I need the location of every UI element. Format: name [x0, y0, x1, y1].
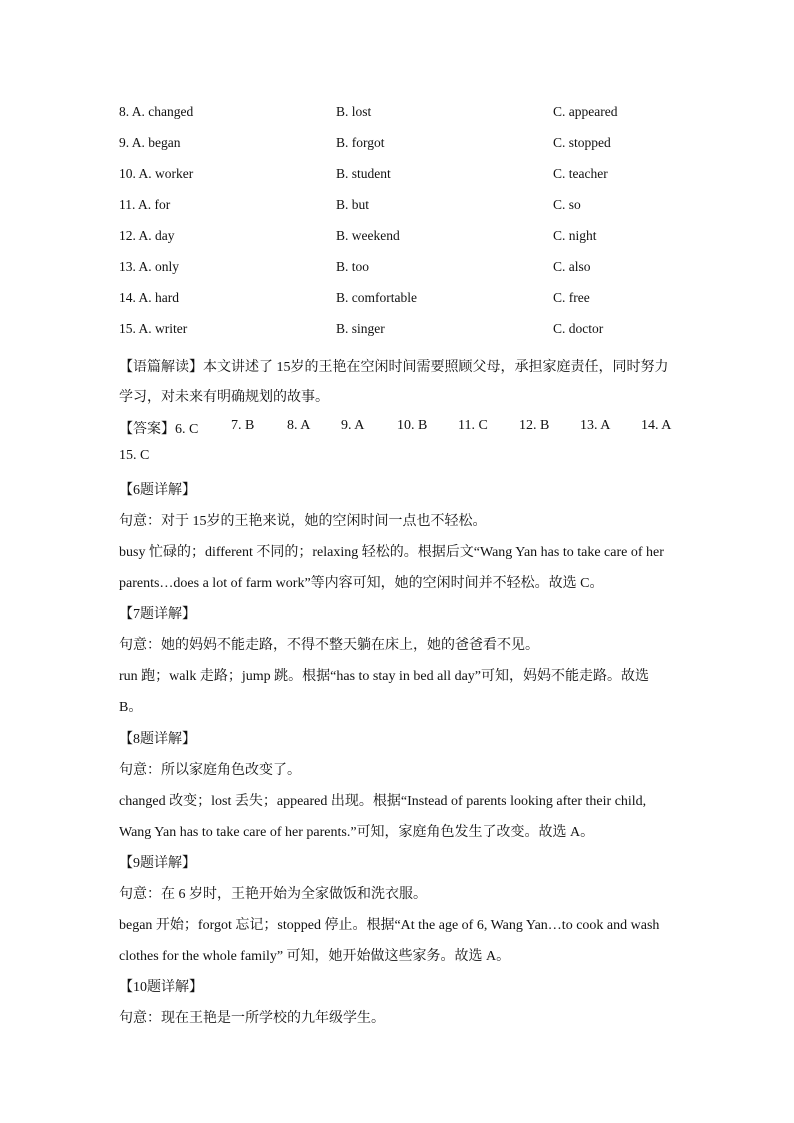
option-b: B. too	[336, 259, 370, 274]
option-b: B. singer	[336, 321, 385, 336]
q7-title: 【7题详解】	[119, 607, 196, 622]
option-c: C. teacher	[553, 166, 608, 181]
answer-item: 11. C	[458, 418, 488, 433]
option-a: 13. A. only	[119, 259, 180, 274]
option-c: C. stopped	[553, 135, 611, 150]
option-b: B. student	[336, 166, 391, 181]
passage-reading-line-2: 学习，对未来有明确规划的故事。	[119, 390, 329, 405]
option-a: 9. A. began	[119, 135, 181, 150]
option-a: 12. A. day	[119, 228, 175, 243]
option-b: B. weekend	[336, 228, 400, 243]
option-row	[0, 290, 794, 310]
option-b: B. comfortable	[336, 290, 417, 305]
q9-line-1: began 开始；forgot 忘记；stopped 停止。根据“At the age of 6, Wang Yan…to cook and wash	[119, 918, 660, 933]
option-c: C. so	[553, 197, 581, 212]
option-c: C. free	[553, 290, 590, 305]
answer-row	[119, 418, 679, 438]
option-row	[0, 197, 794, 217]
passage-reading-line-1: 【语篇解读】本文讲述了 15岁的王艳在空闲时间需要照顾父母，承担家庭责任，同时努力	[119, 360, 669, 375]
q6-title: 【6题详解】	[119, 483, 196, 498]
option-a: 11. A. for	[119, 197, 171, 212]
q6-line-1: busy 忙碌的；different 不同的；relaxing 轻松的。根据后文“Wang Yan has to take care of her	[119, 545, 664, 560]
answer-item: 10. B	[397, 418, 428, 433]
option-b: B. lost	[336, 104, 372, 119]
answer-last: 15. C	[119, 448, 150, 463]
q9-meaning: 句意：在 6 岁时，王艳开始为全家做饭和洗衣服。	[119, 887, 427, 902]
answer-label: 【答案】6. C	[119, 422, 199, 437]
option-row	[0, 321, 794, 341]
q8-line-2: Wang Yan has to take care of her parents.”可知，家庭角色发生了改变。故选 A。	[119, 825, 595, 840]
q9-line-2: clothes for the whole family” 可知，她开始做这些家务。故选 A。	[119, 949, 511, 964]
answer-item: 12. B	[519, 418, 550, 433]
option-a: 10. A. worker	[119, 166, 194, 181]
q6-meaning: 句意：对于 15岁的王艳来说，她的空闲时间一点也不轻松。	[119, 514, 487, 529]
option-row	[0, 104, 794, 124]
q8-meaning: 句意：所以家庭角色改变了。	[119, 763, 301, 778]
option-a: 15. A. writer	[119, 321, 188, 336]
option-row	[0, 166, 794, 186]
q10-meaning: 句意：现在王艳是一所学校的九年级学生。	[119, 1011, 385, 1026]
q10-title: 【10题详解】	[119, 980, 203, 995]
option-c: C. appeared	[553, 104, 618, 119]
q6-line-2: parents…does a lot of farm work”等内容可知，她的空闲时间并不轻松。故选 C。	[119, 576, 604, 591]
option-b: B. forgot	[336, 135, 385, 150]
q8-line-1: changed 改变；lost 丢失；appeared 出现。根据“Instead of parents looking after their child,	[119, 794, 647, 809]
q7-line-2: B。	[119, 700, 143, 715]
q8-title: 【8题详解】	[119, 732, 196, 747]
q7-line-1: run 跑；walk 走路；jump 跳。根据“has to stay in bed all day”可知，妈妈不能走路。故选	[119, 669, 649, 684]
option-c: C. night	[553, 228, 597, 243]
q7-meaning: 句意：她的妈妈不能走路，不得不整天躺在床上，她的爸爸看不见。	[119, 638, 539, 653]
answer-item: 14. A	[641, 418, 672, 433]
option-b: B. but	[336, 197, 370, 212]
answer-item: 7. B	[231, 418, 255, 433]
option-c: C. also	[553, 259, 591, 274]
answer-item: 9. A	[341, 418, 365, 433]
option-a: 14. A. hard	[119, 290, 179, 305]
option-row	[0, 259, 794, 279]
option-row	[0, 228, 794, 248]
answer-item: 8. A	[287, 418, 311, 433]
option-a: 8. A. changed	[119, 104, 194, 119]
answer-item: 13. A	[580, 418, 611, 433]
option-c: C. doctor	[553, 321, 604, 336]
q9-title: 【9题详解】	[119, 856, 196, 871]
option-row	[0, 135, 794, 155]
